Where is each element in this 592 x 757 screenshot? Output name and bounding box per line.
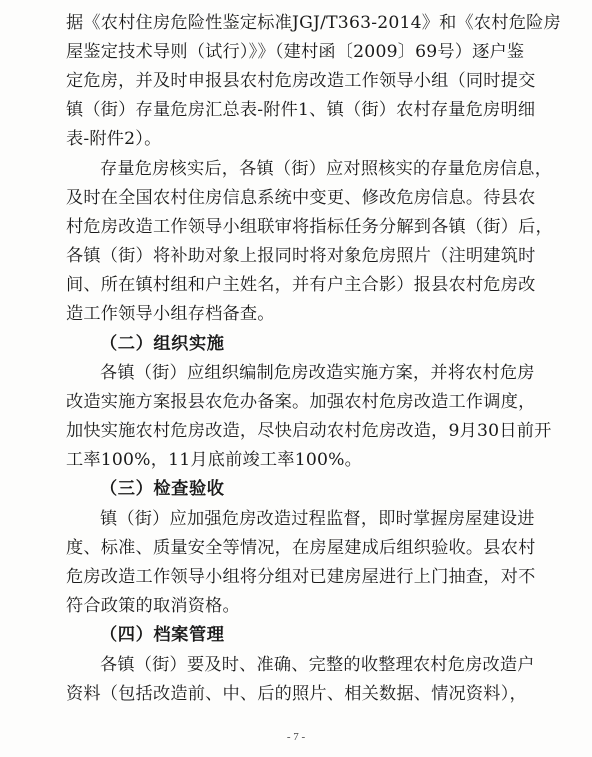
- paragraph-5-line: 资料（包括改造前、中、后的照片、相关数据、情况资料），: [66, 684, 527, 704]
- paragraph-2-line: 造工作领导小组存档备查。: [66, 304, 275, 324]
- paragraph-4-line: 危房改造工作领导小组将分组对已建房屋进行上门抽查，对不: [66, 567, 536, 587]
- paragraph-2-line: 村危房改造工作领导小组联审将指标任务分解到各镇（街）后，: [66, 217, 553, 237]
- section-heading-organization: （二）组织实施: [100, 334, 225, 354]
- paragraph-1-line: 据《农村住房危险性鉴定标准JGJ/T363-2014》和《农村危险房: [66, 13, 561, 33]
- paragraph-1-line: 镇（街）存量危房汇总表-附件1、镇（街）农村存量危房明细: [66, 100, 536, 120]
- paragraph-5-line: 各镇（街）要及时、准确、完整的收整理农村危房改造户: [100, 655, 535, 675]
- section-heading-inspection: （三）检查验收: [100, 479, 225, 499]
- paragraph-2-line: 各镇（街）将补助对象上报同时将对象危房照片（注明建筑时: [66, 246, 536, 266]
- paragraph-3-line: 改造实施方案报县农危办备案。加强农村危房改造工作调度，: [66, 392, 536, 412]
- paragraph-3-line: 各镇（街）应组织编制危房改造实施方案，并将农村危房: [100, 363, 535, 383]
- paragraph-2-line: 间、所在镇村组和户主姓名，并有户主合影）报县农村危房改: [66, 275, 536, 295]
- paragraph-1-line: 屋鉴定技术导则（试行）》》（建村函〔2009〕69号）逐户鉴: [66, 42, 525, 62]
- section-heading-archives: （四）档案管理: [100, 625, 225, 645]
- paragraph-3-line: 加快实施农村危房改造，尽快启动农村危房改造，9月30日前开: [66, 421, 552, 441]
- paragraph-2-line: 及时在全国农村住房信息系统中变更、修改危房信息。待县农: [66, 188, 536, 208]
- paragraph-1-line: 定危房，并及时申报县农村危房改造工作领导小组（同时提交: [66, 71, 536, 91]
- paragraph-1-line: 表-附件2）。: [66, 129, 162, 149]
- paragraph-3-line: 工率100%，11月底前竣工率100%。: [66, 450, 363, 470]
- paragraph-4-line: 符合政策的取消资格。: [66, 596, 240, 616]
- paragraph-4-line: 镇（街）应加强危房改造过程监督，即时掌握房屋建设进: [100, 509, 535, 529]
- paragraph-4-line: 度、标准、质量安全等情况，在房屋建成后组织验收。县农村: [66, 538, 536, 558]
- page-number: - 7 -: [286, 731, 306, 743]
- paragraph-2-line: 存量危房核实后，各镇（街）应对照核实的存量危房信息，: [100, 159, 553, 179]
